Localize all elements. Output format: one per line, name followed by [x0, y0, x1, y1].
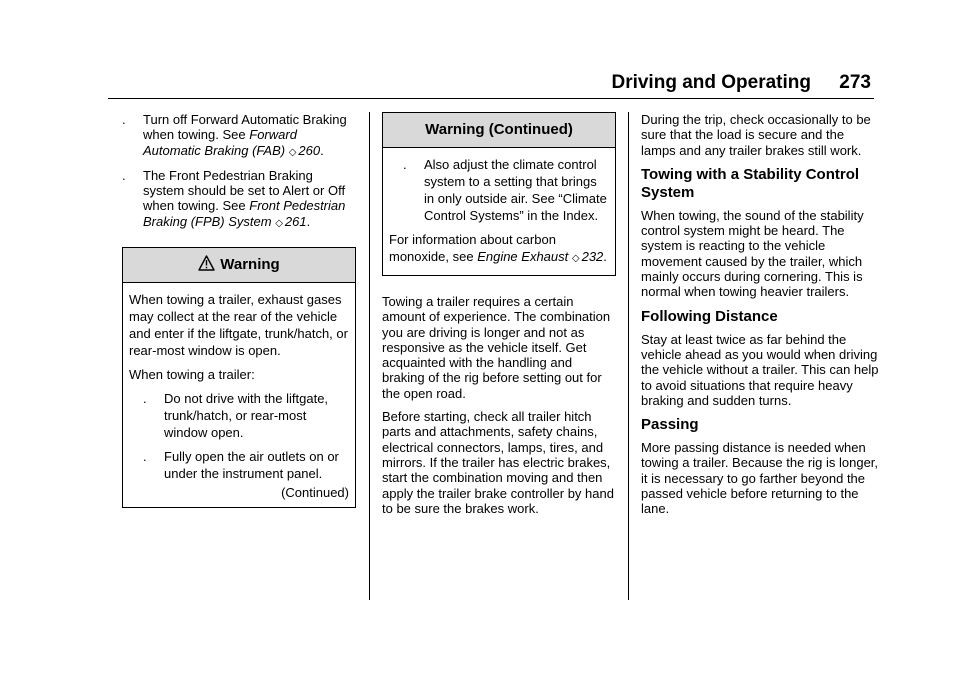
bullet-marker: .	[122, 167, 126, 183]
section-title: Driving and Operating	[611, 72, 811, 93]
body-paragraph: Towing a trailer requires a certain amount of experience. The combination you are driving is longer and not as responsive as the vehicle itself. Get acquainted with the handling and braking of the rig before setting out for the open road.	[382, 294, 611, 401]
cross-reference-link[interactable]: Front Pedestrian Braking (FPB) System	[143, 198, 346, 229]
body-paragraph: Stay at least twice as far behind the vehicle ahead as you would when driving the vehicle without a trailer. This can help to avoid situations that require heavy braking and sudden turns.	[641, 331, 879, 408]
column-divider-2	[628, 112, 629, 600]
list-item	[143, 448, 349, 482]
warning-box-continued	[382, 112, 616, 276]
body-paragraph: During the trip, check occasionally to be sure that the load is secure and the lamps and any trailer brakes still work.	[641, 112, 871, 158]
warning-title: Warning (Continued)	[425, 121, 573, 138]
header-divider	[108, 98, 874, 99]
section-heading: Towing with a Stability Control System	[641, 165, 860, 201]
list-item	[143, 390, 349, 441]
bullet-marker: .	[403, 157, 407, 172]
page-number: 273	[839, 72, 871, 93]
warning-body	[123, 283, 355, 507]
warning-header	[383, 113, 615, 148]
punctuation: .	[603, 249, 607, 264]
bullet-text: Fully open the air outlets on or under the instrument panel.	[164, 449, 339, 482]
cross-reference-page[interactable]: 260	[298, 142, 321, 158]
punctuation: .	[306, 213, 311, 229]
column-2	[382, 112, 616, 524]
body-paragraph: More passing distance is needed when towing a trailer. Because the rig is longer, it is necessary to go farther beyond the passed vehicle before returning to the lane.	[641, 440, 879, 517]
column-3	[641, 112, 879, 525]
section-heading: Following Distance	[641, 307, 778, 325]
bullet-marker: .	[122, 112, 126, 127]
warning-header	[123, 248, 355, 283]
page-header	[0, 72, 960, 102]
section-heading: Passing	[641, 416, 699, 434]
bullet-text: Also adjust the climate control system to a setting that brings in only outside air. See “Climate Control Systems” in the Index.	[424, 157, 607, 223]
cross-reference-page[interactable]: 261	[284, 213, 307, 229]
bullet-text: Turn off Forward Automatic Braking when towing. See	[143, 112, 347, 143]
list-item	[122, 112, 356, 160]
paragraph-text: For information about carbon monoxide, see	[389, 232, 556, 264]
list-item	[403, 156, 609, 224]
punctuation: .	[320, 142, 324, 158]
warning-box	[122, 247, 356, 508]
cross-reference-link[interactable]: Forward Automatic Braking (FAB)	[143, 127, 297, 158]
body-paragraph: When towing, the sound of the stability control system might be heard. The system is reacting to the vehicle movement caused by the trailer, which mainly occurs during cornering. This is normal when towing heavier trailers.	[641, 207, 864, 300]
bullet-marker: .	[143, 391, 147, 407]
page-reference-icon: ◇	[571, 253, 580, 264]
continued-label: (Continued)	[281, 485, 349, 501]
column-divider-1	[369, 112, 370, 600]
page-reference-icon: ◇	[288, 146, 297, 158]
warning-triangle-icon	[198, 250, 215, 284]
warning-paragraph	[389, 231, 609, 267]
cross-reference-page[interactable]: 232	[581, 249, 604, 264]
warning-paragraph: When towing a trailer:	[129, 367, 255, 383]
column-1	[122, 112, 356, 508]
body-paragraph: Before starting, check all trailer hitch parts and attachments, safety chains, electrical connectors, lamps, tires, and mirrors. If the trailer has electric brakes, start the combination moving and then apply the trailer brake controller by hand to be sure the brakes work.	[382, 409, 614, 516]
cross-reference-link[interactable]: Engine Exhaust	[477, 249, 569, 264]
bullet-text: Do not drive with the liftgate, trunk/hatch, or rear-most window open.	[164, 391, 329, 441]
warning-body	[383, 148, 615, 275]
page-reference-icon: ◇	[275, 217, 283, 229]
warning-title: Warning	[220, 256, 280, 274]
list-item	[122, 168, 356, 231]
bullet-marker: .	[143, 449, 147, 465]
warning-paragraph: When towing a trailer, exhaust gases may collect at the rear of the vehicle and enter if the liftgate, trunk/hatch, or rear-most window is open.	[129, 292, 348, 359]
bullet-text: The Front Pedestrian Braking system should be set to Alert or Off when towing. See	[143, 167, 346, 214]
